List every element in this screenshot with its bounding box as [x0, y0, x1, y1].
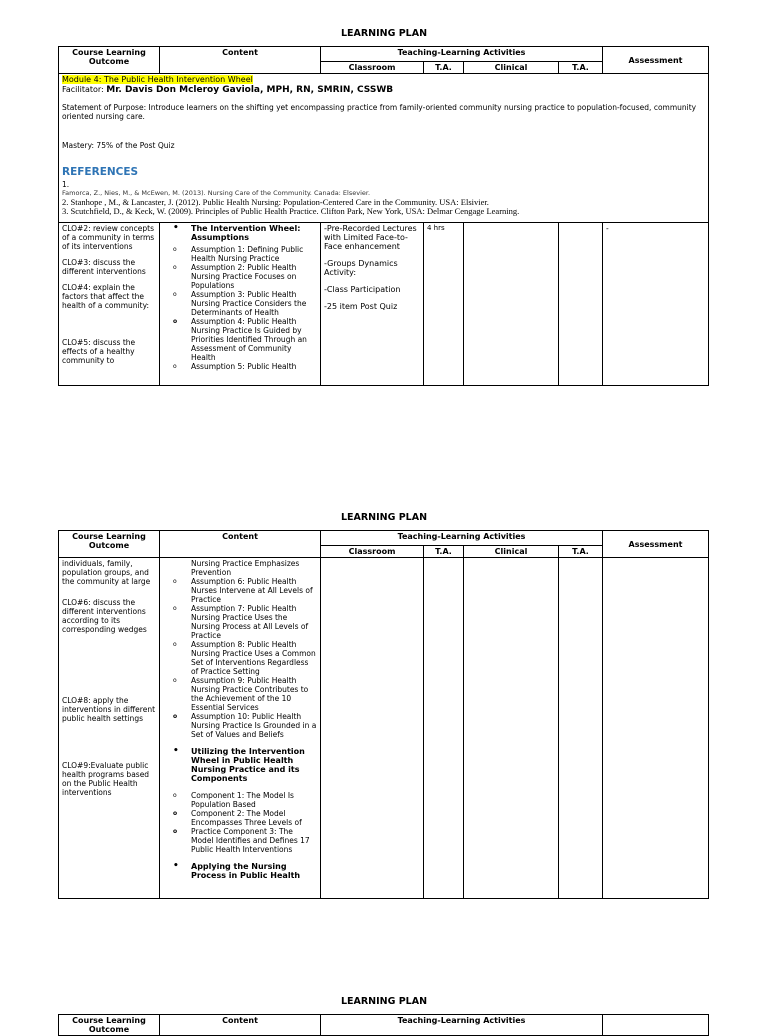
- header-clinical: Clinical: [464, 546, 559, 558]
- content-item: o Assumption 9: Public Health Nursing Practice Contributes to the Achievement of the 10 Essential Services: [163, 676, 317, 712]
- header-tla: Teaching-Learning Activities: [321, 531, 603, 546]
- header-ta: T.A.: [424, 62, 464, 74]
- page-title: LEARNING PLAN: [340, 996, 428, 1007]
- page-title: LEARNING PLAN: [340, 512, 428, 523]
- ta-cell: 4 hrs: [424, 223, 464, 386]
- header-clinical: Clinical: [464, 62, 559, 74]
- content-item: o Assumption 8: Public Health Nursing Practice Uses a Common Set of Interventions Regardless of Practice Setting: [163, 640, 317, 676]
- content-item: • Utilizing the Intervention Wheel in Public Health Nursing Practice and its Components: [163, 747, 317, 783]
- clo-item: individuals, family, population groups, and the community at large: [62, 559, 151, 586]
- header-classroom: Classroom: [321, 62, 424, 74]
- header-clo: Course Learning Outcome: [59, 47, 160, 74]
- learning-plan-table-1: [58, 46, 709, 386]
- content-item: o Assumption 5: Public Health: [163, 362, 317, 371]
- ta-cell: [559, 558, 603, 899]
- reference-1: Famorca, Z., Nies, M., & McEwen, M. (2013). Nursing Care of the Community. Canada: Elsevier.: [62, 189, 371, 197]
- classroom-cell: [321, 558, 424, 899]
- reference-2: 2. Stanhope , M., & Lancaster, J. (2012). Public Health Nursing: Population-Centered Care in the Community. USA: Elsivier.: [62, 197, 489, 207]
- content-item: o Assumption 2: Public Health Nursing Practice Focuses on Populations: [163, 263, 317, 290]
- header-ta: T.A.: [559, 62, 603, 74]
- classroom-cell: [321, 223, 424, 386]
- content-item: o Assumption 10: Public Health Nursing Practice Is Grounded in a Set of Values and Beliefs: [163, 712, 317, 739]
- header-classroom: Classroom: [321, 546, 424, 558]
- header-tla: Teaching-Learning Activities: [321, 1015, 603, 1036]
- assessment-cell: -: [603, 223, 709, 386]
- reference-1-number: 1.: [62, 180, 70, 189]
- content-item: o Component 1: The Model Is Population Based: [163, 791, 317, 809]
- header-assessment: Assessment: [603, 47, 709, 74]
- references-heading: REFERENCES: [62, 166, 139, 178]
- references-list: [62, 180, 705, 216]
- content-item: • Applying the Nursing Process in Public Health: [163, 862, 317, 880]
- clo-item: CLO#8: apply the interventions in different public health settings: [62, 696, 156, 723]
- ta-cell: [559, 223, 603, 386]
- content-item: o Component 2: The Model Encompasses Three Levels of: [163, 809, 317, 827]
- clo-cell: [59, 558, 160, 899]
- header-assessment: Assessment: [603, 531, 709, 558]
- header-content: Content: [160, 47, 321, 74]
- header-tla: Teaching-Learning Activities: [321, 47, 603, 62]
- ta-cell: [424, 558, 464, 899]
- activity-item: -25 item Post Quiz: [324, 302, 398, 311]
- learning-plan-table-3: [58, 1014, 709, 1036]
- clinical-cell: [464, 558, 559, 899]
- header-content: Content: [160, 1015, 321, 1036]
- header-ta: T.A.: [424, 546, 464, 558]
- clo-cell: [59, 223, 160, 386]
- header-content: Content: [160, 531, 321, 558]
- activity-item: -Groups Dynamics Activity:: [324, 259, 398, 277]
- header-assessment: [603, 1015, 709, 1036]
- content-item: o Assumption 6: Public Health Nurses Intervene at All Levels of Practice: [163, 577, 317, 604]
- clo-item: CLO#2: review concepts of a community in terms of its interventions: [62, 224, 155, 251]
- statement-of-purpose: Statement of Purpose: Introduce learners on the shifting yet encompassing practice from family-oriented community nursing practice to population-focused, community oriented nursing care.: [62, 103, 697, 121]
- reference-3: 3. Scutchfield, D., & Keck, W. (2009). Principles of Public Health Practice. Clifton Park, New York, USA: Delmar Cengage Learning.: [62, 206, 520, 216]
- content-item: • The Intervention Wheel: Assumptions: [163, 224, 317, 242]
- activity-item: -Pre-Recorded Lectures with Limited Face-to-Face enhancement: [324, 224, 417, 251]
- content-item: o Practice Component 3: The Model Identifies and Defines 17 Public Health Interventions: [163, 827, 317, 854]
- content-item: o Assumption 7: Public Health Nursing Practice Uses the Nursing Process at All Levels of Practice: [163, 604, 317, 640]
- clo-item: CLO#4: explain the factors that affect the health of a community:: [62, 283, 149, 310]
- module-info: [59, 74, 709, 223]
- content-cell: [160, 223, 321, 386]
- assessment-cell: [603, 558, 709, 899]
- activity-item: -Class Participation: [324, 285, 401, 294]
- page-title: LEARNING PLAN: [340, 28, 428, 39]
- clo-item: CLO#5: discuss the effects of a healthy community to: [62, 338, 136, 365]
- header-clo: Course Learning Outcome: [59, 1015, 160, 1036]
- content-item: o Assumption 1: Defining Public Health Nursing Practice: [163, 245, 317, 263]
- facilitator: Facilitator: Mr. Davis Don Mcleroy Gaviola, MPH, RN, SMRIN, CSSWB: [62, 85, 394, 95]
- clo-item: CLO#9:Evaluate public health programs based on the Public Health interventions: [62, 761, 150, 797]
- content-item: Nursing Practice Emphasizes Prevention: [191, 559, 300, 577]
- header-clo: Course Learning Outcome: [59, 531, 160, 558]
- clinical-cell: [464, 223, 559, 386]
- mastery: Mastery: 75% of the Post Quiz: [62, 141, 175, 150]
- clo-item: CLO#3: discuss the different interventions: [62, 258, 146, 276]
- learning-plan-table-2: [58, 530, 709, 899]
- facilitator-name: Mr. Davis Don Mcleroy Gaviola, MPH, RN, SMRIN, CSSWB: [106, 85, 394, 95]
- clo-item: CLO#6: discuss the different interventions according to its corresponding wedges: [62, 598, 147, 634]
- content-cell: [160, 558, 321, 899]
- content-item: o Assumption 3: Public Health Nursing Practice Considers the Determinants of Health: [163, 290, 317, 317]
- header-ta: T.A.: [559, 546, 603, 558]
- content-item: o Assumption 4: Public Health Nursing Practice Is Guided by Priorities Identified Through an Assessment of Community Health: [163, 317, 317, 362]
- module-title: Module 4: The Public Health Intervention Wheel: [62, 75, 253, 84]
